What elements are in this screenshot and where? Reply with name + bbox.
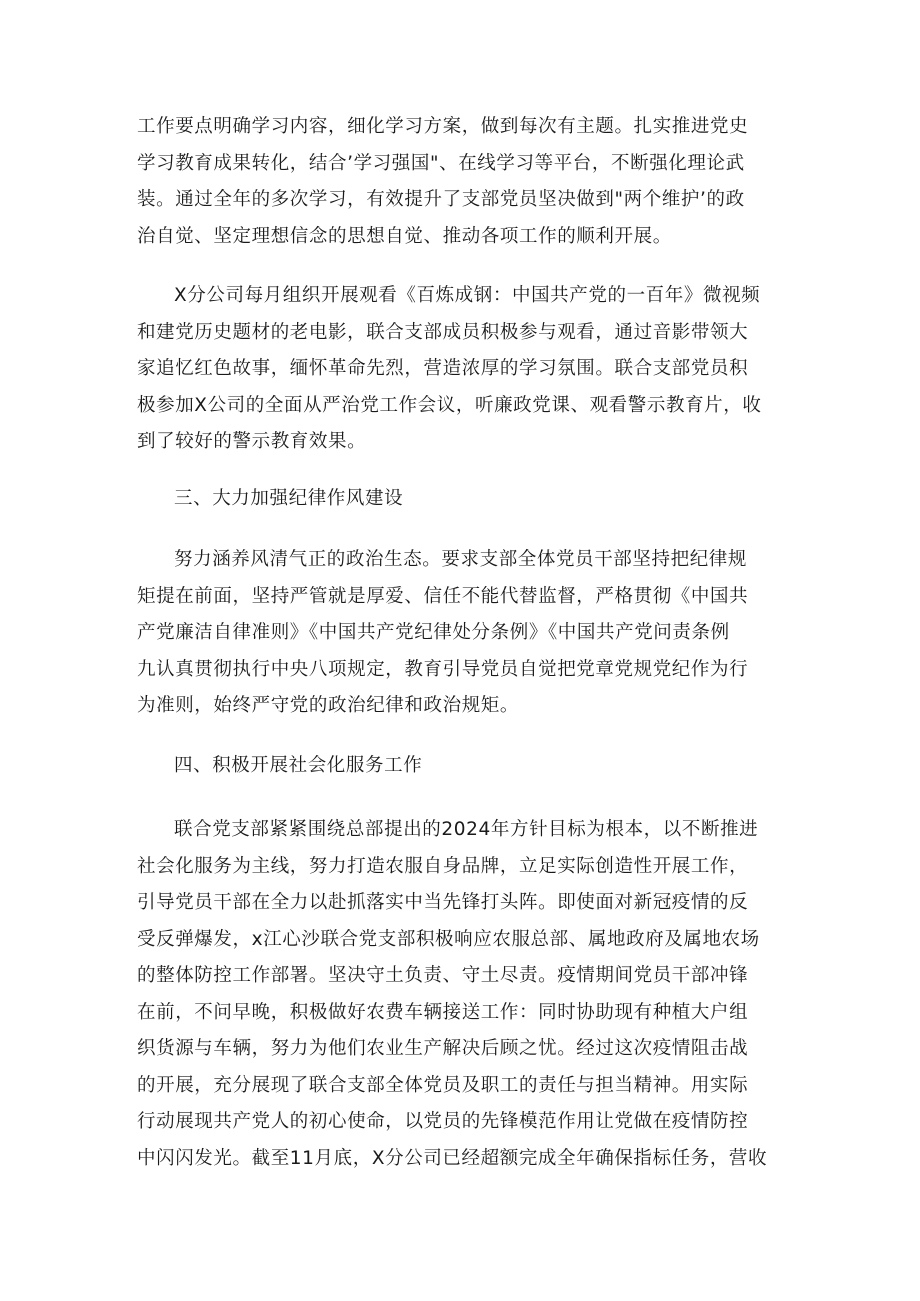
text-line: 治自觉、坚定理想信念的思想自觉、推动各项工作的顺利开展。: [137, 225, 672, 247]
text-line: 九认真贯彻执行中央八项规定，教育引导党员自觉把党章党规党纪作为行: [137, 658, 749, 680]
text-line: 中闪闪发光。截至11月底，X分公司已经超额完成全年确保指标任务，营收: [137, 1147, 768, 1169]
text-line: 在前，不问早晚，积极做好农费车辆接送工作：同时协助现有种植大户组: [137, 1001, 749, 1023]
text-line: 产党廉洁自律准则》《中国共产党纪律处分条例》《中国共产党问责条例: [137, 622, 730, 643]
paragraph-film-viewing: [137, 278, 797, 461]
text-line: 织货源与车辆，努力为他们农业生产解决后顾之忧。经过这次疫情阻击战: [137, 1038, 749, 1059]
text-line: 受反弹爆发，x江心沙联合党支部积极响应农服总部、属地政府及属地农场: [137, 928, 760, 950]
text-line: X分公司每月组织开展观看《百炼成钢：中国共产党的一百年》微视频: [174, 285, 761, 306]
text-line: 装。通过全年的多次学习，有效提升了支部党员坚决做到"两个维护’的政: [137, 189, 745, 210]
paragraph-discipline: [137, 542, 797, 725]
section-heading-discipline: 三、大力加强纪律作风建设: [174, 488, 404, 509]
text-line: 引导党员干部在全力以赴抓落实中当先锋打头阵。即使面对新冠疫情的反: [137, 892, 749, 913]
text-line: 的整体防控工作部署。坚决守土负责、守土尽责。疫情期间党员干部冲锋: [137, 965, 749, 986]
text-line: 的开展，充分展现了联合支部全体党员及职工的责任与担当精神。用实际: [137, 1074, 749, 1096]
text-line: 努力涵养风清气正的政治生态。要求支部全体党员干部坚持把纪律规: [174, 549, 748, 570]
text-line: 极参加X公司的全面从严治党工作会议，听廉政党课、观看警示教育片，收: [137, 394, 762, 416]
text-line: 和建党历史题材的老电影，联合支部成员积极参与观看，通过音影带领大: [137, 321, 749, 343]
text-line: 学习教育成果转化，结合’学习强国"、在线学习等平台，不断强化理论武: [137, 152, 745, 174]
paragraph-social-service: [137, 812, 797, 1177]
text-line: 社会化服务为主线，努力打造农服自身品牌，立足实际创造性开展工作，: [137, 855, 749, 877]
text-line: 工作要点明确学习内容，细化学习方案，做到每次有主题。扎实推进党史: [137, 116, 749, 137]
section-heading-social-service: 四、积极开展社会化服务工作: [174, 755, 423, 776]
paragraph-study-education: [137, 109, 797, 255]
text-line: 矩提在前面，坚持严管就是厚爱、信任不能代替监督，严格贯彻《中国共: [137, 585, 749, 607]
text-line: 家追忆红色故事，缅怀革命先烈，营造浓厚的学习氛围。联合支部党员积: [137, 358, 749, 379]
text-line: 为准则，始终严守党的政治纪律和政治规矩。: [137, 695, 520, 716]
text-line: 联合党支部紧紧围绕总部提出的2024年方针目标为根本，以不断推进: [174, 819, 759, 840]
text-line: 到了较好的警示教育效果。: [137, 431, 367, 452]
text-line: 行动展现共产党人的初心使命，以党员的先锋模范作用让党做在疫情防控: [137, 1111, 749, 1132]
